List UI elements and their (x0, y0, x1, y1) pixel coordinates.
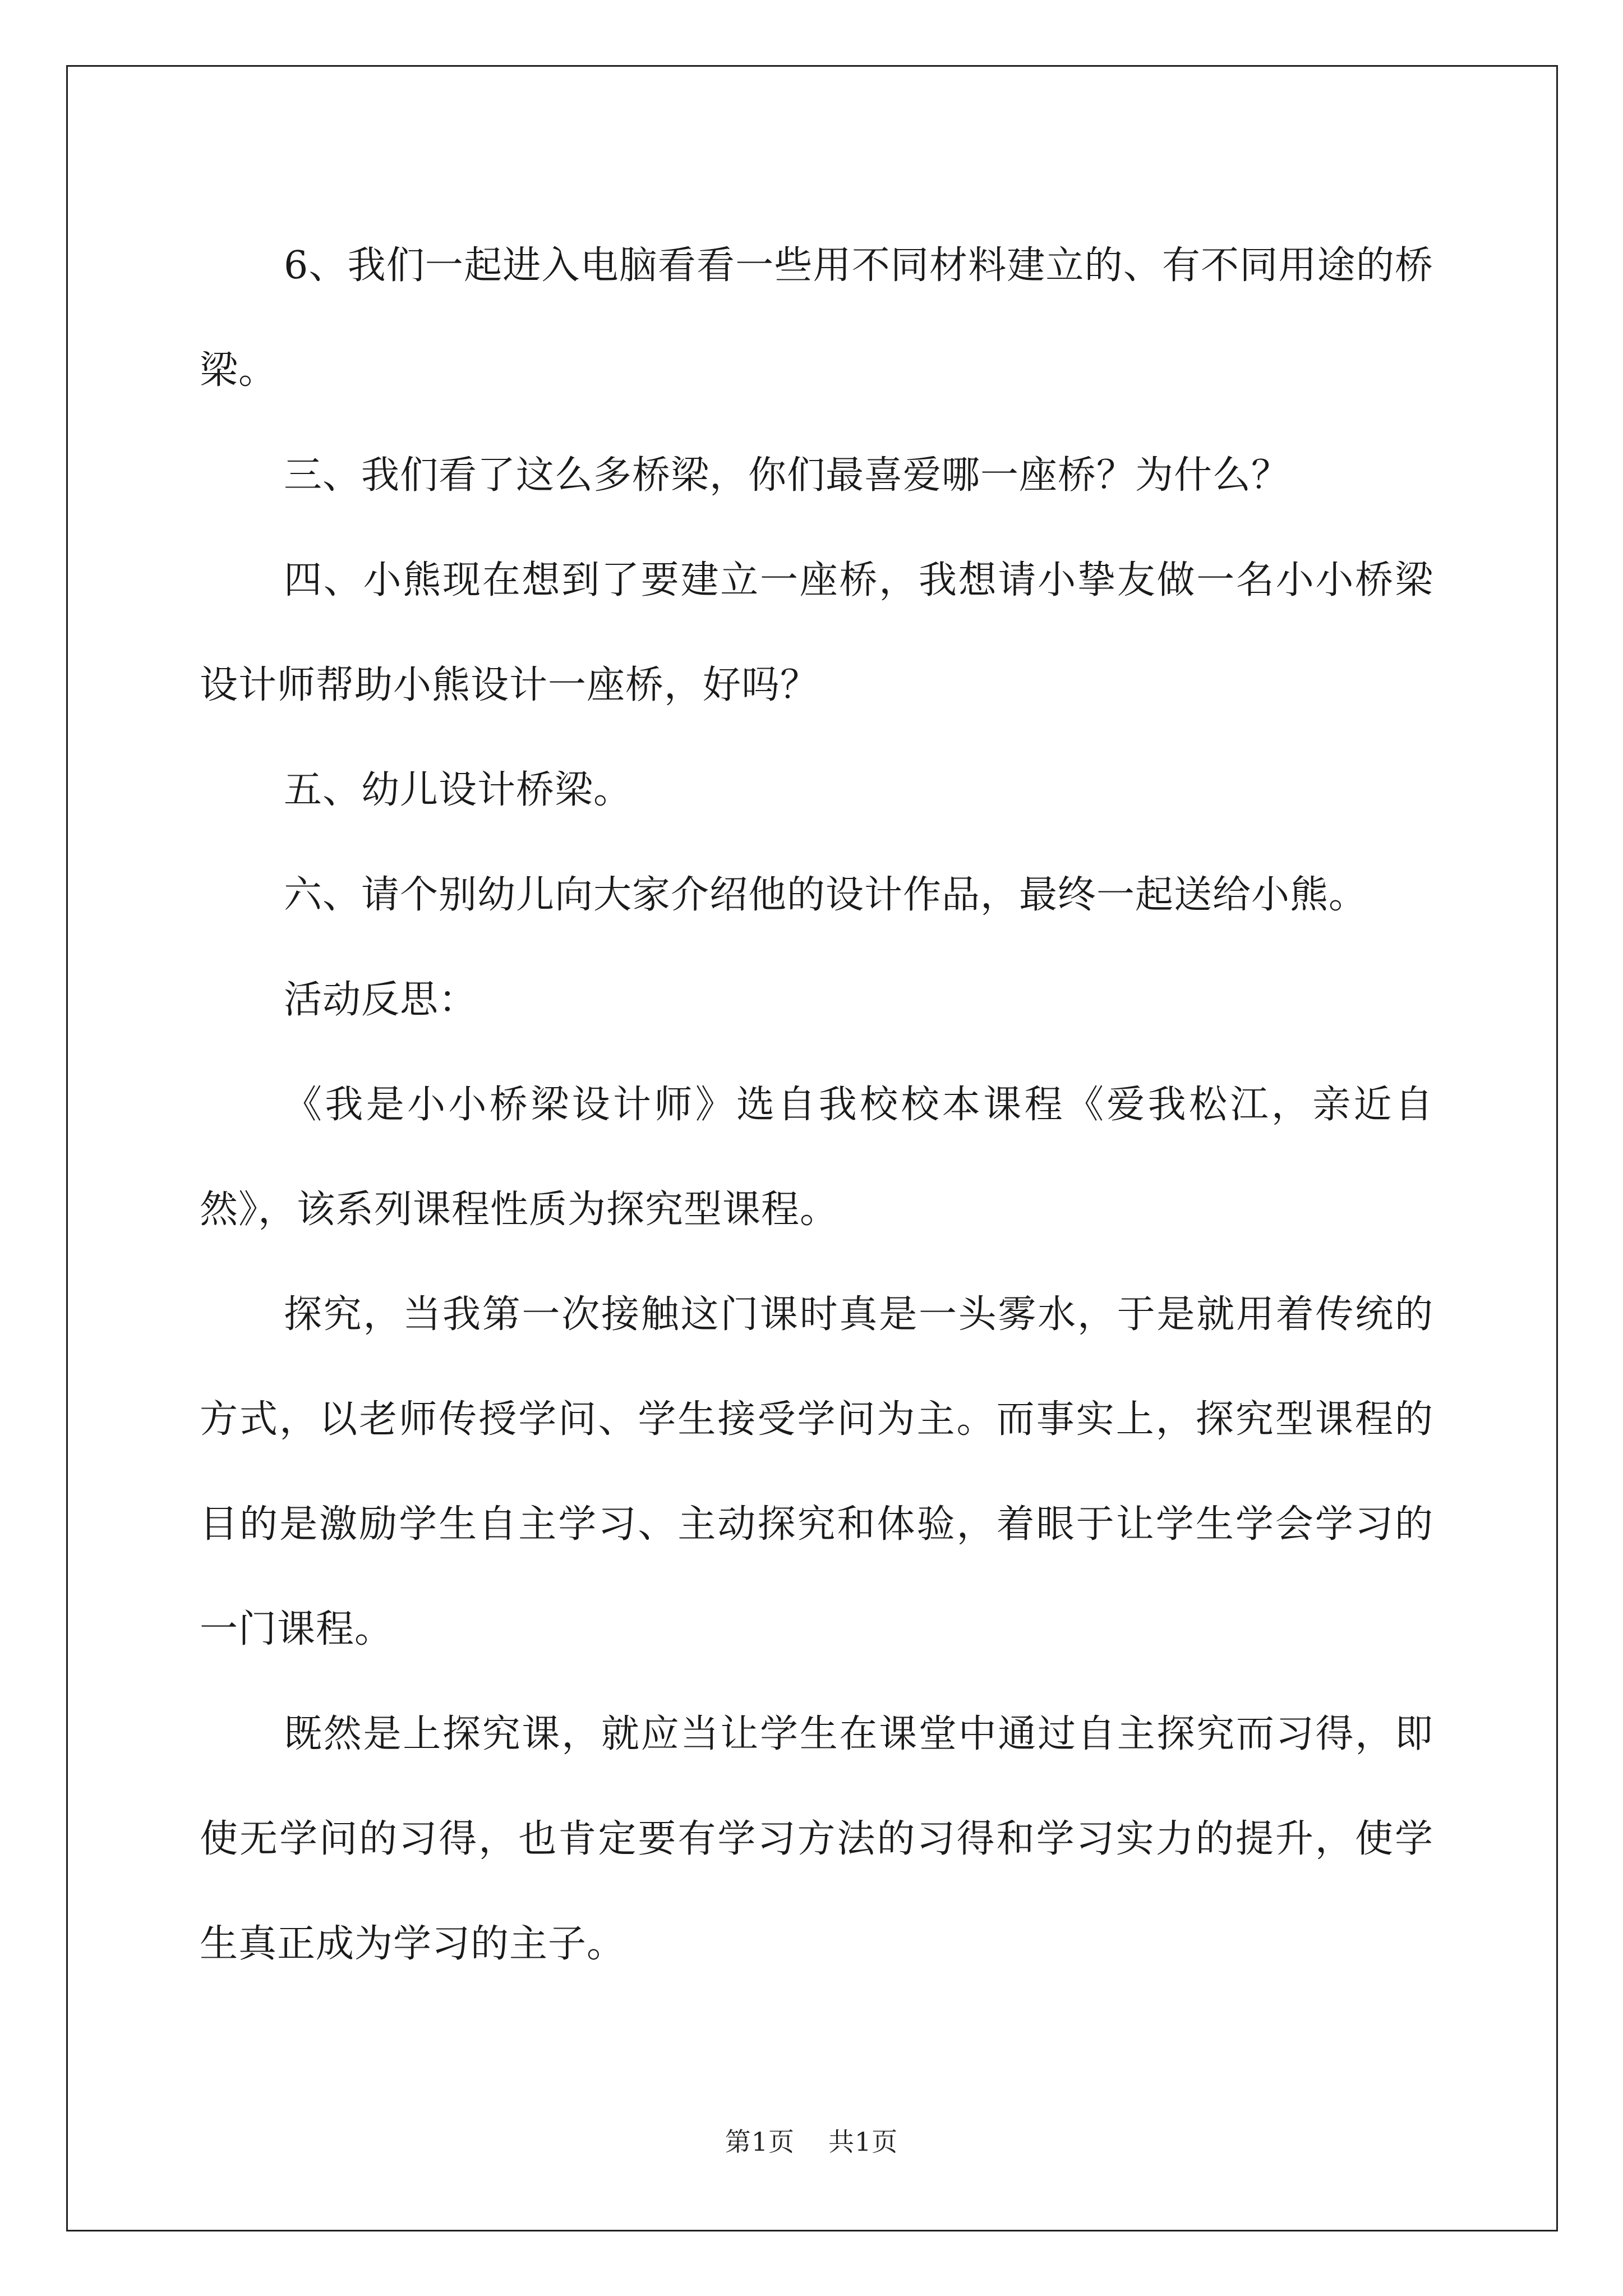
page-number: 第1页 (725, 2127, 795, 2157)
paragraph: 五、幼儿设计桥梁。 (284, 768, 633, 812)
paragraph: 《我是小小桥梁设计师》选自我校校本课程《爱我松江，亲近自然》，该系列课程性质为探究型课程。 (200, 1083, 1433, 1232)
paragraph: 探究，当我第一次接触这门课时真是一头雾水，于是就用着传统的方式，以老师传授学问、学生接受学问为主。而事实上，探究型课程的目的是激励学生自主学习、主动探究和体验，着眼于让学生学会学习的一门课程。 (200, 1292, 1433, 1651)
document-body (200, 213, 1433, 1996)
paragraph: 既然是上探究课，就应当让学生在课堂中通过自主探究而习得，即使无学问的习得，也肯定要有学习方法的习得和学习实力的提升，使学生真正成为学习的主子。 (200, 1712, 1433, 1966)
page-total: 共1页 (828, 2127, 898, 2157)
section-heading: 活动反思： (284, 978, 478, 1022)
page-footer (0, 2122, 1623, 2159)
paragraph: 三、我们看了这么多桥梁，你们最喜爱哪一座桥？为什么？ (284, 453, 1290, 498)
paragraph: 六、请个别幼儿向大家介绍他的设计作品，最终一起送给小熊。 (284, 873, 1368, 917)
paragraph: 四、小熊现在想到了要建立一座桥，我想请小挚友做一名小小桥梁设计师帮助小熊设计一座桥，好吗？ (200, 558, 1433, 707)
paragraph: 6、我们一起进入电脑看看一些用不同材料建立的、有不同用途的桥梁。 (200, 243, 1433, 393)
